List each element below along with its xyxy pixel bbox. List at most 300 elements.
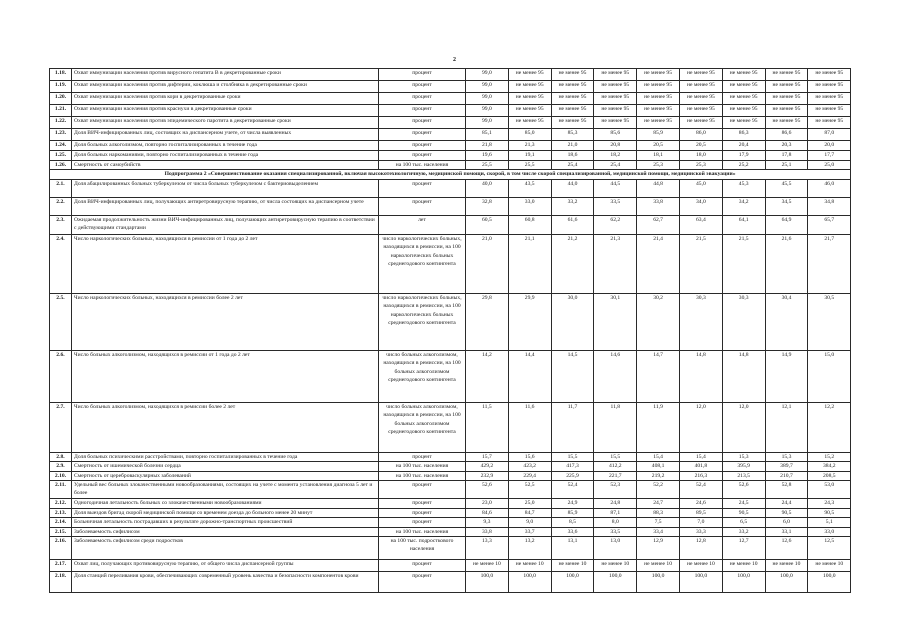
- indicator-description: Число больных алкоголизмом, находящихся в ремиссии от 1 года до 2 лет: [72, 351, 379, 403]
- year-value: не менее 95: [594, 117, 637, 129]
- year-value: 30,4: [765, 294, 808, 351]
- year-value: 25,1: [765, 161, 808, 170]
- year-value: 21,6: [765, 235, 808, 294]
- indicator-description: Число наркологических больных, находящихся в ремиссии более 2 лет: [72, 294, 379, 351]
- year-value: 18,0: [679, 151, 722, 161]
- year-value: 33,5: [594, 528, 637, 537]
- year-value: не менее 95: [551, 93, 594, 105]
- year-value: 12,5: [808, 537, 851, 560]
- year-value: 34,0: [679, 198, 722, 216]
- unit-of-measure: процент: [379, 117, 466, 129]
- year-value: 6,0: [765, 518, 808, 528]
- year-value: 14,9: [765, 351, 808, 403]
- year-value: 52,4: [551, 480, 594, 498]
- year-value: 40,0: [466, 180, 509, 198]
- year-value: 21,5: [722, 235, 765, 294]
- year-value: 14,5: [551, 351, 594, 403]
- year-value: 90,5: [765, 508, 808, 517]
- indicator-description: Заболеваемость сифилисом среди подростков: [72, 537, 379, 560]
- year-value: 219,2: [637, 471, 680, 480]
- year-value: не менее 10: [466, 560, 509, 572]
- year-value: 100,0: [551, 572, 594, 593]
- indicator-description: Больничная летальность пострадавших в результате дорожно-транспортных происшествий: [72, 518, 379, 528]
- year-value: 52,6: [722, 480, 765, 498]
- year-value: 30,3: [679, 294, 722, 351]
- year-value: 33,8: [637, 198, 680, 216]
- year-value: 45,5: [765, 180, 808, 198]
- year-value: 61,6: [551, 216, 594, 235]
- year-value: 84,7: [508, 508, 551, 517]
- year-value: 8,0: [594, 518, 637, 528]
- row-number: 2.5.: [50, 294, 72, 351]
- year-value: не менее 95: [551, 117, 594, 129]
- year-value: 7,5: [637, 518, 680, 528]
- unit-of-measure: число наркологических больных, находящихся в ремиссии, на 100 наркологических больных среднегодового контингента: [379, 235, 466, 294]
- year-value: 232,9: [466, 471, 509, 480]
- table-row: [50, 351, 851, 403]
- row-number: 2.1.: [50, 180, 72, 198]
- year-value: 64,1: [722, 216, 765, 235]
- year-value: 11,6: [508, 403, 551, 453]
- year-value: 19,1: [508, 151, 551, 161]
- unit-of-measure: на 100 тыс. подросткового населения: [379, 537, 466, 560]
- year-value: не менее 10: [508, 560, 551, 572]
- row-number: 2.16.: [50, 537, 72, 560]
- table-row: [50, 105, 851, 117]
- year-value: не менее 10: [808, 560, 851, 572]
- year-value: 24,4: [765, 498, 808, 508]
- year-value: 11,9: [637, 403, 680, 453]
- year-value: 90,5: [722, 508, 765, 517]
- year-value: 23,0: [466, 498, 509, 508]
- year-value: не менее 10: [679, 560, 722, 572]
- year-value: 34,2: [722, 198, 765, 216]
- year-value: 86,0: [679, 129, 722, 141]
- year-value: 99,0: [466, 81, 509, 93]
- year-value: 21,4: [637, 235, 680, 294]
- year-value: 12,1: [765, 403, 808, 453]
- year-value: 9,0: [508, 518, 551, 528]
- year-value: 30,2: [637, 294, 680, 351]
- year-value: 100,0: [594, 572, 637, 593]
- year-value: 100,0: [466, 572, 509, 593]
- year-value: 99,0: [466, 117, 509, 129]
- year-value: 11,5: [466, 403, 509, 453]
- table-row: [50, 453, 851, 462]
- year-value: 30,3: [722, 294, 765, 351]
- year-value: 21,0: [551, 141, 594, 151]
- unit-of-measure: процент: [379, 93, 466, 105]
- indicator-description: Охват иммунизации населения против дифтерии, коклюша и столбняка в декретированные сроки: [72, 81, 379, 93]
- year-value: 52,4: [679, 480, 722, 498]
- indicator-description: Ожидаемая продолжительность жизни ВИЧ-инфицированных лиц, получающих антиретровирусную терапию в соответствии с действующими стандартами: [72, 216, 379, 235]
- year-value: 21,1: [508, 235, 551, 294]
- year-value: 408,1: [637, 462, 680, 471]
- unit-of-measure: процент: [379, 560, 466, 572]
- year-value: 17,8: [765, 151, 808, 161]
- year-value: 24,6: [679, 498, 722, 508]
- year-value: 429,2: [466, 462, 509, 471]
- row-number: 1.21.: [50, 105, 72, 117]
- unit-of-measure: процент: [379, 198, 466, 216]
- year-value: 33,8: [466, 528, 509, 537]
- unit-of-measure: процент: [379, 518, 466, 528]
- year-value: 14,6: [594, 351, 637, 403]
- year-value: 20,5: [679, 141, 722, 151]
- year-value: 395,9: [722, 462, 765, 471]
- year-value: 24,8: [594, 498, 637, 508]
- table-row: [50, 518, 851, 528]
- year-value: 25,4: [594, 161, 637, 170]
- year-value: 25,0: [808, 161, 851, 170]
- year-value: не менее 95: [637, 81, 680, 93]
- year-value: 25,4: [551, 161, 594, 170]
- year-value: 30,1: [594, 294, 637, 351]
- year-value: 21,7: [808, 235, 851, 294]
- year-value: 384,2: [808, 462, 851, 471]
- year-value: не менее 95: [679, 81, 722, 93]
- table-body-part2: [50, 180, 851, 593]
- year-value: 208,5: [808, 471, 851, 480]
- unit-of-measure: процент: [379, 69, 466, 81]
- unit-of-measure: число больных алкоголизмом, находящихся в ремиссии, на 100 больных алкоголизмом среднегодового контингента: [379, 403, 466, 453]
- table-row: [50, 572, 851, 593]
- year-value: 15,3: [765, 453, 808, 462]
- year-value: 52,8: [765, 480, 808, 498]
- indicator-description: Одногодичная летальность больных со злокачественными новообразованиями: [72, 498, 379, 508]
- year-value: не менее 10: [594, 560, 637, 572]
- year-value: не менее 95: [637, 93, 680, 105]
- year-value: 417,3: [551, 462, 594, 471]
- year-value: 99,0: [466, 105, 509, 117]
- year-value: 9,3: [466, 518, 509, 528]
- unit-of-measure: процент: [379, 572, 466, 593]
- subprogram-section: [50, 170, 851, 180]
- row-number: 2.3.: [50, 216, 72, 235]
- year-value: 86,6: [765, 129, 808, 141]
- year-value: 389,7: [765, 462, 808, 471]
- year-value: 85,1: [466, 129, 509, 141]
- year-value: 423,2: [508, 462, 551, 471]
- year-value: не менее 95: [765, 69, 808, 81]
- unit-of-measure: процент: [379, 498, 466, 508]
- unit-of-measure: процент: [379, 105, 466, 117]
- year-value: 24,3: [808, 498, 851, 508]
- year-value: 85,0: [508, 129, 551, 141]
- year-value: 12,0: [679, 403, 722, 453]
- indicator-description: Доля больных наркоманиями, повторно госпитализированных в течение года: [72, 151, 379, 161]
- year-value: 15,0: [808, 351, 851, 403]
- year-value: 15,6: [508, 453, 551, 462]
- year-value: 44,0: [551, 180, 594, 198]
- row-number: 1.20.: [50, 93, 72, 105]
- year-value: 25,3: [679, 161, 722, 170]
- year-value: 90,5: [808, 508, 851, 517]
- year-value: 33,2: [722, 528, 765, 537]
- year-value: не менее 95: [722, 69, 765, 81]
- row-number: 1.22.: [50, 117, 72, 129]
- year-value: 52,3: [594, 480, 637, 498]
- subprogram-header-row: [50, 170, 851, 180]
- indicators-table: [49, 68, 851, 593]
- indicator-description: Доля больных психическими расстройствами, повторно госпитализированных в течение года: [72, 453, 379, 462]
- year-value: 33,0: [808, 528, 851, 537]
- row-number: 2.2.: [50, 198, 72, 216]
- table-row: [50, 462, 851, 471]
- year-value: не менее 95: [765, 105, 808, 117]
- year-value: 12,9: [637, 537, 680, 560]
- year-value: не менее 95: [808, 69, 851, 81]
- table-row: [50, 471, 851, 480]
- year-value: 33,5: [594, 198, 637, 216]
- year-value: не менее 95: [679, 93, 722, 105]
- year-value: не менее 10: [551, 560, 594, 572]
- year-value: 45,3: [722, 180, 765, 198]
- year-value: не менее 95: [637, 69, 680, 81]
- table-row: [50, 81, 851, 93]
- year-value: не менее 95: [594, 105, 637, 117]
- year-value: 21,5: [679, 235, 722, 294]
- year-value: 21,8: [466, 141, 509, 151]
- indicator-description: Охват лиц, получающих противовирусную терапию, от общего числа диспансерной группы: [72, 560, 379, 572]
- year-value: не менее 95: [765, 93, 808, 105]
- table-row: [50, 129, 851, 141]
- table-row: [50, 480, 851, 498]
- year-value: 32,8: [466, 198, 509, 216]
- year-value: 8,5: [551, 518, 594, 528]
- year-value: 30,0: [551, 294, 594, 351]
- row-number: 2.17.: [50, 560, 72, 572]
- year-value: не менее 95: [508, 81, 551, 93]
- year-value: 33,1: [765, 528, 808, 537]
- year-value: 24,5: [722, 498, 765, 508]
- year-value: не менее 95: [722, 93, 765, 105]
- year-value: 64,9: [765, 216, 808, 235]
- table-body-part1: [50, 69, 851, 170]
- year-value: 229,4: [508, 471, 551, 480]
- year-value: 20,5: [637, 141, 680, 151]
- year-value: 52,5: [508, 480, 551, 498]
- year-value: 85,9: [551, 508, 594, 517]
- year-value: не менее 10: [765, 560, 808, 572]
- year-value: 5,1: [808, 518, 851, 528]
- year-value: 60,5: [466, 216, 509, 235]
- table-row: [50, 93, 851, 105]
- indicator-description: Число наркологических больных, находящихся в ремиссии от 1 года до 2 лет: [72, 235, 379, 294]
- year-value: 14,8: [679, 351, 722, 403]
- year-value: не менее 95: [637, 105, 680, 117]
- indicator-description: Доля ВИЧ-инфицированных лиц, получающих антиретровирусную терапию, от числа состоящих на диспансерном учете: [72, 198, 379, 216]
- year-value: 213,5: [722, 471, 765, 480]
- unit-of-measure: процент: [379, 141, 466, 151]
- year-value: 52,6: [466, 480, 509, 498]
- row-number: 2.9.: [50, 462, 72, 471]
- year-value: 12,6: [765, 537, 808, 560]
- row-number: 2.18.: [50, 572, 72, 593]
- indicator-description: Смертность от самоубийств: [72, 161, 379, 170]
- year-value: 43,5: [508, 180, 551, 198]
- year-value: 89,5: [679, 508, 722, 517]
- year-value: 20,0: [808, 141, 851, 151]
- year-value: 33,0: [508, 198, 551, 216]
- year-value: 7,0: [679, 518, 722, 528]
- year-value: 210,7: [765, 471, 808, 480]
- indicator-description: Смертность от цереброваскулярных заболеваний: [72, 471, 379, 480]
- year-value: 21,0: [466, 235, 509, 294]
- table-row: [50, 235, 851, 294]
- year-value: 85,6: [594, 129, 637, 141]
- table-row: [50, 180, 851, 198]
- table-row: [50, 198, 851, 216]
- indicator-description: Охват иммунизации населения против вирусного гепатита В в декретированные сроки: [72, 69, 379, 81]
- year-value: не менее 95: [679, 69, 722, 81]
- year-value: 45,0: [679, 180, 722, 198]
- table-row: [50, 560, 851, 572]
- row-number: 2.13.: [50, 508, 72, 517]
- row-number: 2.14.: [50, 518, 72, 528]
- year-value: 225,9: [551, 471, 594, 480]
- year-value: 14,8: [722, 351, 765, 403]
- year-value: 25,5: [508, 161, 551, 170]
- subprogram-title: Подпрограмма 2 «Совершенствование оказания специализированной, включая высокотехнологичную, медицинской помощи, скорой, в том числе скорой специализированной, медицинской помощи, медицинской эвакуации»: [50, 170, 851, 180]
- year-value: 25,3: [637, 161, 680, 170]
- year-value: 88,3: [637, 508, 680, 517]
- row-number: 2.15.: [50, 528, 72, 537]
- year-value: не менее 10: [637, 560, 680, 572]
- year-value: 13,3: [466, 537, 509, 560]
- year-value: 412,2: [594, 462, 637, 471]
- year-value: 6,5: [722, 518, 765, 528]
- year-value: не менее 95: [594, 81, 637, 93]
- row-number: 1.19.: [50, 81, 72, 93]
- year-value: 13,2: [508, 537, 551, 560]
- unit-of-measure: процент: [379, 81, 466, 93]
- year-value: 221,7: [594, 471, 637, 480]
- year-value: 15,3: [722, 453, 765, 462]
- table-row: [50, 294, 851, 351]
- row-number: 1.23.: [50, 129, 72, 141]
- year-value: 11,7: [551, 403, 594, 453]
- year-value: 52,2: [637, 480, 680, 498]
- year-value: не менее 95: [508, 117, 551, 129]
- year-value: 18,2: [594, 151, 637, 161]
- year-value: не менее 95: [508, 93, 551, 105]
- unit-of-measure: лет: [379, 216, 466, 235]
- unit-of-measure: на 100 тыс. населения: [379, 462, 466, 471]
- year-value: не менее 10: [722, 560, 765, 572]
- year-value: не менее 95: [808, 81, 851, 93]
- year-value: 34,8: [808, 198, 851, 216]
- table-row: [50, 498, 851, 508]
- year-value: 100,0: [808, 572, 851, 593]
- year-value: 65,7: [808, 216, 851, 235]
- unit-of-measure: процент: [379, 453, 466, 462]
- year-value: 18,6: [551, 151, 594, 161]
- table-row: [50, 69, 851, 81]
- year-value: 44,8: [637, 180, 680, 198]
- indicator-description: Охват иммунизации населения против кори в декретированные сроки: [72, 93, 379, 105]
- unit-of-measure: число наркологических больных, находящихся в ремиссии, на 100 наркологических больных среднегодового контингента: [379, 294, 466, 351]
- year-value: не менее 95: [765, 117, 808, 129]
- indicator-description: Охват иммунизации населения против эпидемического паротита в декретированные сроки: [72, 117, 379, 129]
- year-value: не менее 95: [551, 105, 594, 117]
- unit-of-measure: число больных алкоголизмом, находящихся в ремиссии, на 100 больных алкоголизмом среднегодового контингента: [379, 351, 466, 403]
- year-value: 14,7: [637, 351, 680, 403]
- year-value: 15,4: [679, 453, 722, 462]
- year-value: 15,2: [808, 453, 851, 462]
- unit-of-measure: на 100 тыс. населения: [379, 528, 466, 537]
- year-value: не менее 95: [508, 105, 551, 117]
- row-number: 2.7.: [50, 403, 72, 453]
- year-value: 62,7: [637, 216, 680, 235]
- row-number: 2.6.: [50, 351, 72, 403]
- page-number: 2: [453, 57, 456, 63]
- unit-of-measure: на 100 тыс. населения: [379, 471, 466, 480]
- year-value: 100,0: [722, 572, 765, 593]
- unit-of-measure: процент: [379, 129, 466, 141]
- year-value: 15,7: [466, 453, 509, 462]
- year-value: 21,2: [551, 235, 594, 294]
- year-value: 13,1: [551, 537, 594, 560]
- year-value: 100,0: [637, 572, 680, 593]
- table-row: [50, 528, 851, 537]
- row-number: 2.4.: [50, 235, 72, 294]
- year-value: не менее 95: [722, 81, 765, 93]
- unit-of-measure: процент: [379, 508, 466, 517]
- year-value: 33,7: [508, 528, 551, 537]
- year-value: не менее 95: [808, 105, 851, 117]
- indicator-description: Удельный вес больных злокачественными новообразованиями, состоящих на учете с момента установления диагноза 5 лет и более: [72, 480, 379, 498]
- indicator-description: Доля больных алкоголизмом, повторно госпитализированных в течение года: [72, 141, 379, 151]
- year-value: 216,3: [679, 471, 722, 480]
- year-value: 17,9: [722, 151, 765, 161]
- year-value: 18,1: [637, 151, 680, 161]
- year-value: 401,8: [679, 462, 722, 471]
- year-value: не менее 95: [594, 93, 637, 105]
- year-value: 30,5: [808, 294, 851, 351]
- row-number: 1.24.: [50, 141, 72, 151]
- year-value: 25,2: [722, 161, 765, 170]
- indicator-description: Доля абацилированных больных туберкулезом от числа больных туберкулезом с бактериовыделением: [72, 180, 379, 198]
- year-value: 29,8: [466, 294, 509, 351]
- year-value: 100,0: [508, 572, 551, 593]
- year-value: 33,3: [679, 528, 722, 537]
- year-value: 15,5: [551, 453, 594, 462]
- year-value: 46,0: [808, 180, 851, 198]
- year-value: 34,5: [765, 198, 808, 216]
- row-number: 2.12.: [50, 498, 72, 508]
- year-value: не менее 95: [637, 117, 680, 129]
- row-number: 1.18.: [50, 69, 72, 81]
- year-value: 100,0: [765, 572, 808, 593]
- year-value: 24,9: [551, 498, 594, 508]
- indicator-description: Доля станций переливания крови, обеспечивающих современный уровень качества и безопасности компонентов крови: [72, 572, 379, 593]
- indicator-description: Охват иммунизации населения против краснухи в декретированные сроки: [72, 105, 379, 117]
- year-value: 29,9: [508, 294, 551, 351]
- year-value: не менее 95: [594, 69, 637, 81]
- year-value: 85,3: [551, 129, 594, 141]
- year-value: 12,0: [722, 403, 765, 453]
- year-value: 85,9: [637, 129, 680, 141]
- indicator-description: Число больных алкоголизмом, находящихся в ремиссии более 2 лет: [72, 403, 379, 453]
- year-value: 20,8: [594, 141, 637, 151]
- year-value: 20,3: [765, 141, 808, 151]
- table-row: [50, 537, 851, 560]
- year-value: не менее 95: [679, 117, 722, 129]
- table-row: [50, 151, 851, 161]
- indicator-description: Доля ВИЧ-инфицированных лиц, состоящих на диспансерном учете, от числа выявленных: [72, 129, 379, 141]
- year-value: 12,2: [808, 403, 851, 453]
